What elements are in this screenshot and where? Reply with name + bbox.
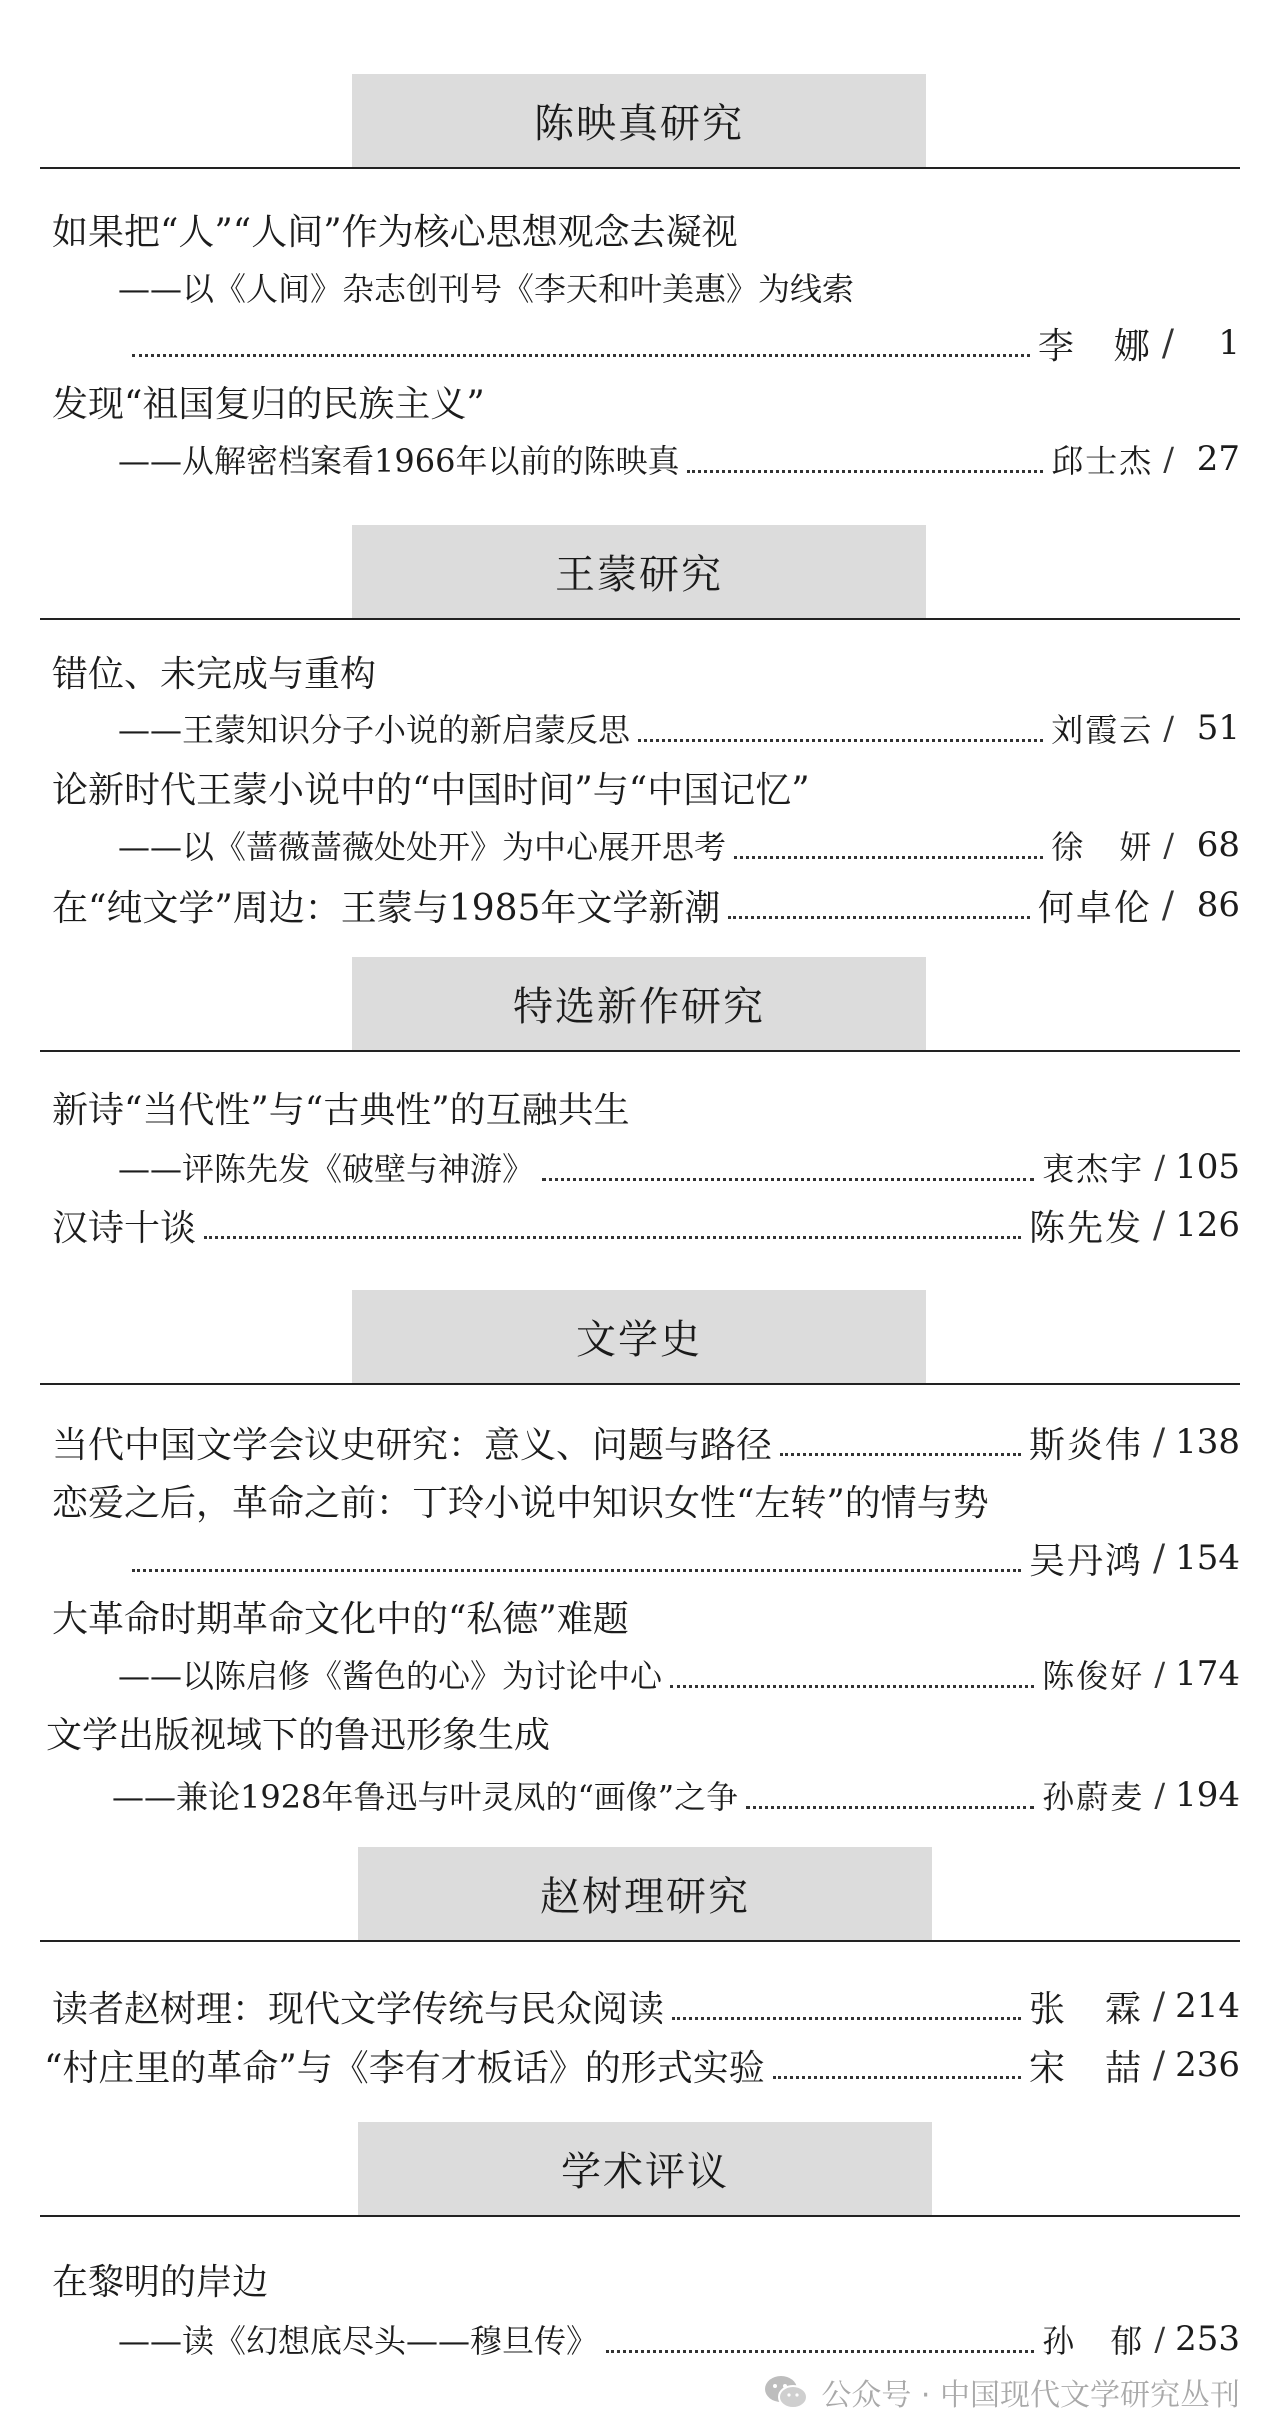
- toc-entry[interactable]: [52, 762, 1240, 812]
- toc-entry[interactable]: [118, 820, 1240, 870]
- entry-title: 在黎明的岸边: [52, 2261, 269, 2303]
- toc-entry[interactable]: [118, 1142, 1240, 1192]
- separator: /: [1163, 440, 1174, 478]
- entry-subtitle: ——读《幻想底尽头——穆旦传》: [118, 2322, 599, 2360]
- toc-entry[interactable]: [112, 1770, 1240, 1820]
- page-number: 86: [1196, 885, 1240, 925]
- leader-dots: [204, 1236, 1021, 1239]
- separator: /: [1152, 1985, 1166, 2027]
- section-rule: [40, 2215, 1240, 2217]
- separator: /: [1154, 2320, 1166, 2358]
- section-heading: 学术评议: [358, 2122, 932, 2215]
- page-number: 105: [1175, 1147, 1240, 1187]
- toc-entry[interactable]: [118, 2314, 1240, 2364]
- toc-entry[interactable]: [52, 1417, 1240, 1467]
- entry-title: 汉诗十谈: [52, 1207, 197, 1249]
- entry-title: 大革命时期革命文化中的“私德”难题: [52, 1598, 629, 1640]
- page-number: 51: [1196, 708, 1240, 748]
- entry-subtitle: ——以《人间》杂志创刊号《李天和叶美惠》为线索: [118, 270, 855, 308]
- toc-entry[interactable]: [124, 1533, 1240, 1583]
- toc-entry[interactable]: [52, 880, 1240, 930]
- entry-title: 发现“祖国复归的民族主义”: [52, 383, 485, 425]
- section-heading: 王蒙研究: [352, 525, 926, 618]
- toc-entry[interactable]: [118, 1649, 1240, 1699]
- section-rule: [40, 618, 1240, 620]
- leader-dots: [780, 1453, 1021, 1456]
- toc-entry[interactable]: [52, 1591, 1240, 1641]
- toc-entry[interactable]: [52, 2254, 1240, 2304]
- toc-entry[interactable]: [52, 1475, 1240, 1525]
- entry-author: 宋 喆: [1028, 2047, 1143, 2089]
- page-number: 253: [1175, 2319, 1240, 2359]
- toc-entry[interactable]: [118, 262, 1240, 312]
- page-number: 194: [1175, 1775, 1240, 1815]
- leader-dots: [638, 739, 1043, 742]
- page-number: 154: [1175, 1538, 1240, 1578]
- entry-title: 论新时代王蒙小说中的“中国时间”与“中国记忆”: [52, 769, 810, 811]
- page-number: 236: [1175, 2045, 1240, 2085]
- entry-author: 吴丹鸿: [1028, 1540, 1143, 1582]
- entry-subtitle: ——以《蔷薇蔷薇处处开》为中心展开思考: [118, 828, 727, 866]
- toc-entry[interactable]: [44, 2040, 1240, 2090]
- footer-text: 公众号 · 中国现代文学研究丛刊: [821, 2378, 1240, 2413]
- entry-title: 读者赵树理：现代文学传统与民众阅读: [52, 1988, 665, 2030]
- footer-watermark: [763, 2370, 1240, 2414]
- section-heading: 赵树理研究: [358, 1847, 932, 1940]
- toc-entry[interactable]: [46, 1707, 1240, 1757]
- toc-entry[interactable]: [52, 1082, 1240, 1132]
- toc-entry[interactable]: [52, 1981, 1240, 2031]
- separator: /: [1163, 826, 1174, 864]
- leader-dots: [606, 2350, 1034, 2353]
- entry-author: 衷杰宇: [1042, 1150, 1145, 1188]
- page-number: 1: [1218, 323, 1240, 363]
- toc-entry[interactable]: [118, 434, 1240, 484]
- section-rule: [40, 167, 1240, 169]
- toc-entry[interactable]: [124, 318, 1240, 368]
- toc-entry[interactable]: [52, 376, 1240, 426]
- entry-author: 陈先发: [1028, 1207, 1143, 1249]
- page-number: 126: [1175, 1205, 1240, 1245]
- leader-dots: [687, 470, 1043, 473]
- section-rule: [40, 1050, 1240, 1052]
- separator: /: [1154, 1776, 1166, 1814]
- section-heading: 文学史: [352, 1290, 926, 1383]
- separator: /: [1152, 1204, 1166, 1246]
- entry-subtitle: ——评陈先发《破壁与神游》: [118, 1150, 535, 1188]
- separator: /: [1163, 709, 1174, 747]
- leader-dots: [132, 354, 1030, 357]
- entry-author: 孙蔚麦: [1042, 1778, 1145, 1816]
- separator: /: [1152, 2044, 1166, 2086]
- separator: /: [1154, 1148, 1166, 1186]
- entry-subtitle: ——王蒙知识分子小说的新启蒙反思: [118, 711, 631, 749]
- wechat-icon: [763, 2373, 809, 2411]
- entry-subtitle: ——从解密档案看1966年以前的陈映真: [118, 442, 680, 480]
- separator: /: [1152, 1421, 1166, 1463]
- entry-title: 文学出版视域下的鲁迅形象生成: [46, 1714, 551, 1756]
- entry-author: 邱士杰: [1051, 442, 1154, 480]
- entry-title: 新诗“当代性”与“古典性”的互融共生: [52, 1089, 630, 1131]
- toc-entry[interactable]: [52, 204, 1240, 254]
- leader-dots: [746, 1806, 1034, 1809]
- entry-title: 在“纯文学”周边：王蒙与1985年文学新潮: [52, 887, 721, 929]
- entry-author: 刘霞云: [1051, 711, 1154, 749]
- entry-title: 恋爱之后，革命之前：丁玲小说中知识女性“左转”的情与势: [52, 1482, 989, 1524]
- leader-dots: [773, 2076, 1021, 2079]
- leader-dots: [672, 2017, 1021, 2020]
- section-heading: 陈映真研究: [352, 74, 926, 167]
- entry-author: 李 娜: [1037, 325, 1152, 367]
- entry-subtitle: ——兼论1928年鲁迅与叶灵凤的“画像”之争: [112, 1778, 739, 1816]
- entry-author: 何卓伦: [1037, 887, 1152, 929]
- entry-title: “村庄里的革命”与《李有才板话》的形式实验: [44, 2047, 765, 2089]
- section-rule: [40, 1940, 1240, 1942]
- leader-dots: [728, 916, 1029, 919]
- leader-dots: [132, 1569, 1021, 1572]
- toc-entry[interactable]: [118, 703, 1240, 753]
- entry-author: 斯炎伟: [1028, 1424, 1143, 1466]
- page-number: 68: [1196, 825, 1240, 865]
- toc-entry[interactable]: [52, 646, 1240, 696]
- page-number: 214: [1175, 1986, 1240, 2026]
- leader-dots: [542, 1178, 1034, 1181]
- toc-entry[interactable]: [52, 1200, 1240, 1250]
- page-number: 174: [1175, 1654, 1240, 1694]
- separator: /: [1154, 1655, 1166, 1693]
- entry-author: 徐 妍: [1051, 828, 1154, 866]
- entry-title: 如果把“人”“人间”作为核心思想观念去凝视: [52, 211, 738, 253]
- page-number: 27: [1196, 439, 1240, 479]
- entry-title: 错位、未完成与重构: [52, 653, 377, 695]
- separator: /: [1161, 884, 1174, 926]
- entry-author: 孙 郁: [1042, 2322, 1145, 2360]
- section-rule: [40, 1383, 1240, 1385]
- separator: /: [1152, 1537, 1166, 1579]
- entry-subtitle: ——以陈启修《酱色的心》为讨论中心: [118, 1657, 663, 1695]
- separator: /: [1161, 322, 1174, 364]
- leader-dots: [670, 1685, 1034, 1688]
- page-number: 138: [1175, 1422, 1240, 1462]
- entry-author: 陈俊好: [1042, 1657, 1145, 1695]
- entry-author: 张 霖: [1028, 1988, 1143, 2030]
- section-heading: 特选新作研究: [352, 957, 926, 1050]
- entry-title: 当代中国文学会议史研究：意义、问题与路径: [52, 1424, 773, 1466]
- leader-dots: [734, 856, 1043, 859]
